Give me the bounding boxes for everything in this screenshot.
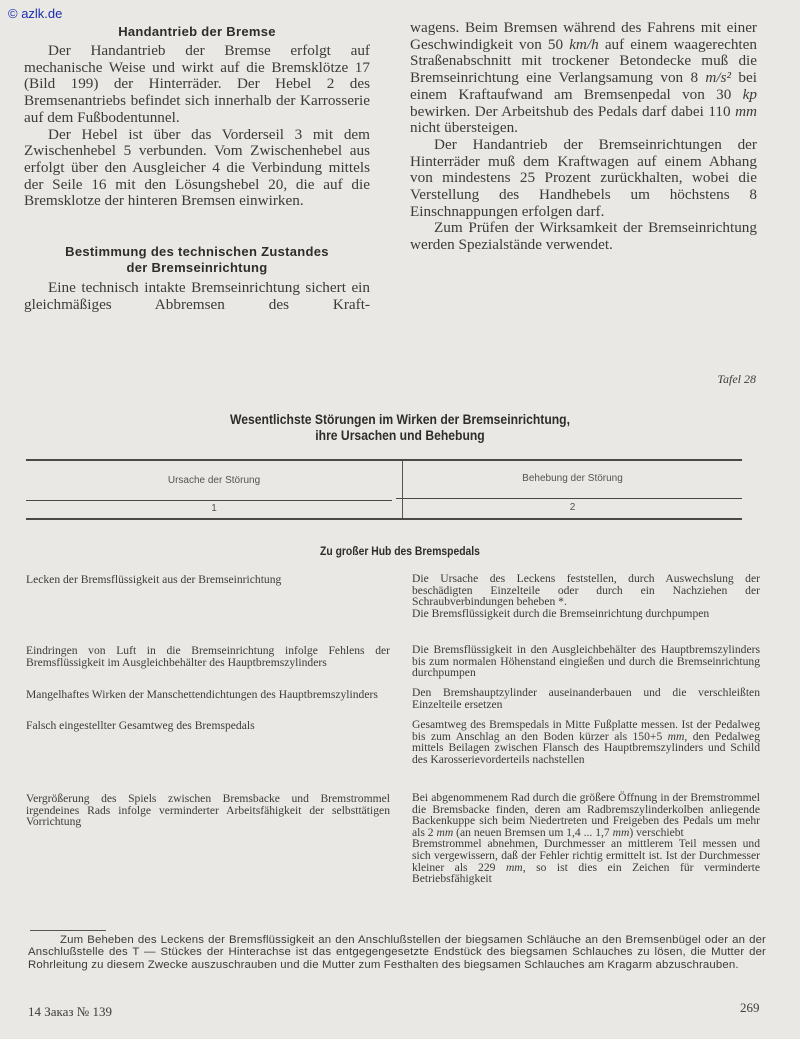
- title-line: ihre Ursachen und Behebung: [315, 428, 485, 443]
- table-top-rule: [26, 459, 742, 461]
- unit: mm: [667, 729, 685, 743]
- paragraph: wagens. Beim Bremsen während des Fahrens mit einer Geschwindigkeit von 50 km/h auf einem waagerechten Straßenabschnitt mit trockener Betondecke muß die Bremseinrichtung eine Verlangsamung von 8 m/s² bei einem Kraftaufwand am Bremsenpedal von 30 kp bewirken. Der Arbeitshub des Pedals darf dabei 110 mm nicht übersteigen.: [410, 19, 757, 137]
- table-number: Tafel 28: [717, 372, 756, 386]
- heading-line: der Bremseinrichtung: [126, 260, 268, 276]
- unit: mm: [612, 825, 630, 839]
- printer-order-mark: 14 Заказ № 139: [28, 1004, 112, 1019]
- table-cell-cause: Lecken der Bremsflüssigkeit aus der Bremseinrichtung: [26, 573, 282, 586]
- column-header-cause: Ursache der Störung: [167, 475, 261, 486]
- table-cell-remedy: Die Bremsflüssigkeit in den Ausgleichbehälter des Hauptbremszylinders bis zum normalen Höhenstand eingießen und durch die Bremseinrichtung durchpumpen: [412, 643, 760, 680]
- heading-line: Bestimmung des technischen Zustandes: [65, 244, 329, 260]
- unit: mm: [735, 102, 757, 120]
- section-heading-handantrieb: Handantrieb der Bremse: [118, 24, 276, 39]
- table-cell-cause: Falsch eingestellter Gesamtweg des Bremspedals: [26, 719, 255, 732]
- table-cell-remedy: Den Bremshauptzylinder auseinanderbauen und die verschleißten Einzelteile ersetzen: [412, 686, 760, 711]
- remedy-text: Bei abgenommenem Rad durch die größere Öffnung in der Bremstrommel die Bremsbacke finden, deren am Radbremszylinderkolben anliegende Backenkuppe sich beim Niedertreten und Freigeben des Pedals um mehr als 2 mm (an neuen Bremsen um 1,4 ... 1,7 mm) verschiebt: [412, 791, 760, 839]
- right-column: [410, 20, 757, 254]
- table-cell-cause: Eindringen von Luft in die Bremseinrichtung infolge Fehlens der Bremsflüssigkeit im Ausgleichbehälter des Hauptbremszylinders: [26, 644, 390, 669]
- table-title: [148, 412, 652, 444]
- unit: kp: [742, 85, 757, 103]
- title-line: Wesentlichste Störungen im Wirken der Bremseinrichtung,: [230, 412, 570, 427]
- unit: mm: [505, 860, 523, 874]
- left-column: [24, 24, 370, 313]
- watermark: © azlk.de: [8, 6, 63, 21]
- table-header-bottom-rule: [26, 518, 742, 520]
- column-header-remedy: Behebung der Störung: [522, 473, 623, 484]
- table-cell-cause: Mangelhaftes Wirken der Manschettendichtungen des Hauptbremszylinders: [26, 688, 378, 701]
- table-section-heading: Zu großer Hub des Bremspedals: [320, 546, 480, 558]
- header-rule-right: [396, 498, 742, 499]
- remedy-text: Die Ursache des Leckens feststellen, durch Auswechslung der beschädigten Einzelteile oder durch ein Nachziehen der Schraubverbindungen beheben *.: [412, 572, 760, 609]
- footnote-rule: [30, 930, 106, 931]
- remedy-text: Die Bremsflüssigkeit durch die Bremseinrichtung durchpumpen: [412, 606, 710, 620]
- table-cell-remedy: Gesamtweg des Bremspedals in Mitte Fußplatte messen. Ist der Pedalweg bis zum Anschlag an den Boden kürzer als 150+5 mm, den Pedalweg mittels Beilagen zwischen Flansch des Hauptbremszylinders und Schild des Karosserievorderteils nachstellen: [412, 718, 760, 766]
- paragraph: Zum Prüfen der Wirksamkeit der Bremseinrichtung werden Spezialstände verwendet.: [410, 219, 757, 254]
- remedy-text: Bremstrommel abnehmen, Durchmesser an mittlerem Teil messen und sich vergewissern, daß der Fehler richtig ermittelt ist. Ist der Durchmesser kleiner als 229 mm, so ist dies ein Zeichen für verminderte Betriebsfähigkeit: [412, 837, 760, 886]
- unit: m/s²: [705, 69, 732, 87]
- unit: km/h: [569, 35, 599, 53]
- header-rule-left: [26, 500, 392, 501]
- paragraph: Der Handantrieb der Bremse erfolgt auf mechanische Weise und wirkt auf die Bremsklötze 17 (Bild 199) der Hinterräder. Der Hebel 2 des Bremsenantriebs befindet sich innerhalb der Karrosserie auf dem Fußbodentunnel.: [24, 42, 370, 126]
- column-number-1: 1: [211, 503, 217, 514]
- paragraph: Der Hebel ist über das Vorderseil 3 mit dem Zwischenhebel 5 verbunden. Vom Zwischenhebel aus erfolgt über den Ausgleicher 4 die Verbindung mittels der Seile 16 mit den Lösungshebel 20, die auf die Bremsklotze der hinteren Bremsen einwirken.: [24, 125, 370, 210]
- page-number: 269: [740, 1000, 760, 1015]
- section-heading-bestimmung: [24, 244, 370, 276]
- paragraph: Der Handantrieb der Bremseinrichtungen der Hinterräder muß dem Kraftwagen auf einem Abhang von mindestens 25 Prozent zurückhalten, wobei die Verstellung des Handhebels um höchstens 8 Einschnappungen erfolgen darf.: [410, 135, 757, 220]
- column-number-2: 2: [569, 502, 576, 513]
- paragraph: Eine technisch intakte Bremseinrichtung sichert ein gleichmäßiges Abbremsen des Kraft-: [24, 279, 370, 313]
- unit: mm: [436, 825, 454, 839]
- table-cell-cause: Vergrößerung des Spiels zwischen Bremsbacke und Bremstrommel irgendeines Rads infolge verminderter Arbeitsfähigkeit der selbsttätigen Vorrichtung: [26, 792, 390, 829]
- table-cell-remedy: [412, 573, 760, 619]
- table-cell-remedy: [412, 792, 760, 885]
- footnote: Zum Beheben des Leckens der Bremsflüssigkeit an den Anschlußstellen der biegsamen Schläuche an den Bremsenbügel oder an der Anschlußstelle des T — Stückes der Hinterachse ist das entgegengesetzte Endstück des biegsamen Schlauches zu lösen, die Mutter der Rohrleitung zu diesem Zwecke auszuschrauben und die Mutter zum Festhalten des biegsamen Schlauches am Kragarm abzuschrauben.: [28, 934, 766, 971]
